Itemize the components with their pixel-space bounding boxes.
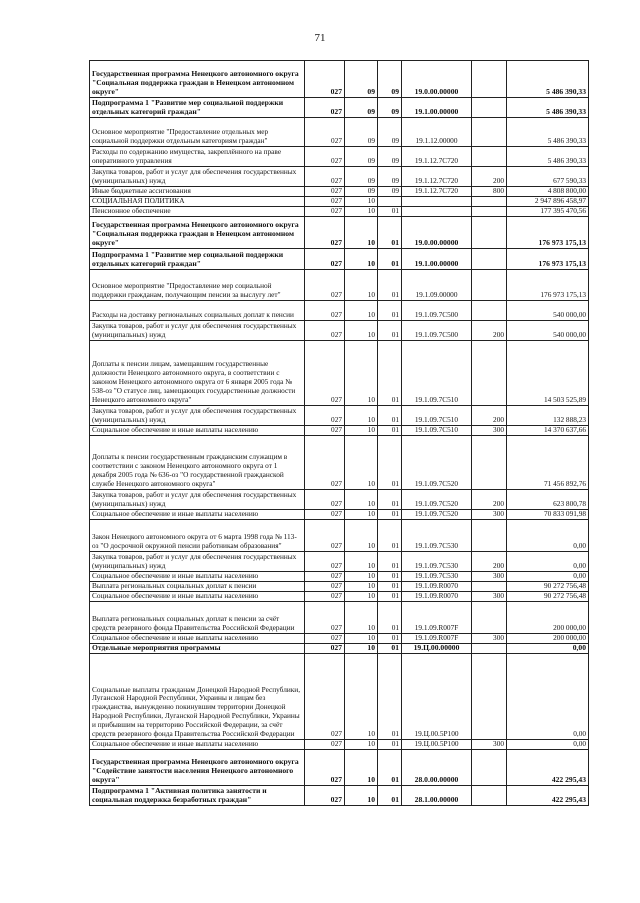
table-row (90, 552, 589, 572)
expense-type-cell: 300 (472, 740, 507, 750)
expense-type-cell: 200 (472, 167, 507, 187)
subsection-cell: 01 (378, 341, 402, 406)
amount-cell: 0,00 (507, 654, 589, 740)
subsection-cell: 01 (378, 592, 402, 602)
row-name-cell: Основное мероприятие "Предоставление отдельных мер социальной поддержки отдельным категориям граждан" (90, 118, 305, 147)
section-cell: 10 (345, 270, 378, 301)
target-article-cell: 19.1.12.7С720 (402, 167, 472, 187)
table-row (90, 634, 589, 644)
table-row (90, 436, 589, 490)
section-cell: 10 (345, 436, 378, 490)
table-row (90, 147, 589, 167)
ministry-code-cell: 027 (305, 592, 345, 602)
table-row (90, 426, 589, 436)
expense-type-cell (472, 98, 507, 118)
subsection-cell: 01 (378, 301, 402, 321)
target-article-cell: 19.1.09.7С520 (402, 490, 472, 510)
section-cell: 10 (345, 217, 378, 249)
subsection-cell: 01 (378, 582, 402, 592)
expense-type-cell (472, 217, 507, 249)
target-article-cell: 19.1.09.7С510 (402, 406, 472, 426)
row-name-cell: Социальное обеспечение и иные выплаты населению (90, 510, 305, 520)
expense-type-cell (472, 644, 507, 654)
target-article-cell: 19.1.12.7С720 (402, 187, 472, 197)
expense-type-cell: 300 (472, 510, 507, 520)
target-article-cell: 19.0.00.00000 (402, 61, 472, 98)
section-cell: 10 (345, 634, 378, 644)
subsection-cell: 01 (378, 520, 402, 552)
target-article-cell: 19.Ц.00.5Р100 (402, 654, 472, 740)
subsection-cell: 01 (378, 740, 402, 750)
ministry-code-cell: 027 (305, 321, 345, 341)
ministry-code-cell: 027 (305, 582, 345, 592)
subsection-cell: 09 (378, 167, 402, 187)
table-row (90, 582, 589, 592)
row-name-cell: Закупка товаров, работ и услуг для обеспечения государственных (муниципальных) нужд (90, 490, 305, 510)
section-cell: 09 (345, 98, 378, 118)
subsection-cell: 01 (378, 786, 402, 806)
target-article-cell: 19.Ц.00.5Р100 (402, 740, 472, 750)
ministry-code-cell: 027 (305, 187, 345, 197)
section-cell: 10 (345, 582, 378, 592)
table-row (90, 602, 589, 634)
section-cell: 10 (345, 786, 378, 806)
ministry-code-cell: 027 (305, 426, 345, 436)
table-row (90, 98, 589, 118)
subsection-cell: 01 (378, 572, 402, 582)
ministry-code-cell: 027 (305, 644, 345, 654)
table-row (90, 740, 589, 750)
section-cell: 09 (345, 147, 378, 167)
target-article-cell: 19.1.09.R0070 (402, 582, 472, 592)
amount-cell: 422 295,43 (507, 750, 589, 786)
row-name-cell: Пенсионное обеспечение (90, 207, 305, 217)
table-row (90, 510, 589, 520)
amount-cell: 540 000,00 (507, 321, 589, 341)
ministry-code-cell: 027 (305, 207, 345, 217)
target-article-cell: 19.1.09.7С520 (402, 436, 472, 490)
expense-type-cell: 300 (472, 634, 507, 644)
section-cell: 10 (345, 341, 378, 406)
ministry-code-cell: 027 (305, 602, 345, 634)
target-article-cell: 19.Ц.00.00000 (402, 644, 472, 654)
amount-cell: 5 486 390,33 (507, 61, 589, 98)
target-article-cell: 19.1.09.7С510 (402, 426, 472, 436)
expense-type-cell (472, 147, 507, 167)
row-name-cell: Закупка товаров, работ и услуг для обеспечения государственных (муниципальных) нужд (90, 167, 305, 187)
amount-cell: 176 973 175,13 (507, 270, 589, 301)
table-row (90, 406, 589, 426)
section-cell: 10 (345, 520, 378, 552)
row-name-cell: Социальное обеспечение и иные выплаты населению (90, 572, 305, 582)
table-row (90, 187, 589, 197)
table-row (90, 341, 589, 406)
ministry-code-cell: 027 (305, 118, 345, 147)
subsection-cell (378, 197, 402, 207)
target-article-cell: 19.1.09.7С520 (402, 510, 472, 520)
section-cell: 10 (345, 740, 378, 750)
section-cell: 10 (345, 249, 378, 270)
amount-cell: 422 295,43 (507, 786, 589, 806)
subsection-cell: 09 (378, 61, 402, 98)
subsection-cell: 01 (378, 644, 402, 654)
row-name-cell: Иные бюджетные ассигнования (90, 187, 305, 197)
expense-type-cell: 300 (472, 592, 507, 602)
target-article-cell: 19.0.00.00000 (402, 217, 472, 249)
amount-cell: 0,00 (507, 644, 589, 654)
row-name-cell: Социальное обеспечение и иные выплаты населению (90, 426, 305, 436)
subsection-cell: 01 (378, 552, 402, 572)
subsection-cell: 01 (378, 634, 402, 644)
table-row (90, 654, 589, 740)
ministry-code-cell: 027 (305, 406, 345, 426)
ministry-code-cell: 027 (305, 572, 345, 582)
section-cell: 09 (345, 61, 378, 98)
amount-cell: 0,00 (507, 520, 589, 552)
ministry-code-cell: 027 (305, 197, 345, 207)
target-article-cell: 19.1.09.R007F (402, 634, 472, 644)
section-cell: 09 (345, 167, 378, 187)
target-article-cell: 28.0.00.00000 (402, 750, 472, 786)
ministry-code-cell: 027 (305, 61, 345, 98)
row-name-cell: Социальное обеспечение и иные выплаты населению (90, 634, 305, 644)
target-article-cell: 28.1.00.00000 (402, 786, 472, 806)
table-row (90, 592, 589, 602)
target-article-cell: 19.1.09.7С530 (402, 572, 472, 582)
row-name-cell: Закон Ненецкого автономного округа от 6 марта 1998 года № 113-оз "О досрочной окружной пенсии работникам образования" (90, 520, 305, 552)
target-article-cell: 19.1.09.R0070 (402, 592, 472, 602)
subsection-cell: 01 (378, 207, 402, 217)
target-article-cell: 19.1.09.00000 (402, 270, 472, 301)
section-cell: 10 (345, 592, 378, 602)
subsection-cell: 01 (378, 406, 402, 426)
table-row (90, 750, 589, 786)
amount-cell: 2 947 896 458,97 (507, 197, 589, 207)
expense-type-cell (472, 61, 507, 98)
amount-cell: 177 395 470,56 (507, 207, 589, 217)
amount-cell: 0,00 (507, 740, 589, 750)
ministry-code-cell: 027 (305, 270, 345, 301)
target-article-cell: 19.1.12.00000 (402, 118, 472, 147)
row-name-cell: Государственная программа Ненецкого автономного округа "Социальная поддержка граждан в Ненецком автономном округе" (90, 217, 305, 249)
target-article-cell: 19.1.09.R007F (402, 602, 472, 634)
row-name-cell: Государственная программа Ненецкого автономного округа "Социальная поддержка граждан в Ненецком автономном округе" (90, 61, 305, 98)
section-cell: 09 (345, 118, 378, 147)
expense-type-cell (472, 249, 507, 270)
table-row (90, 61, 589, 98)
subsection-cell: 01 (378, 654, 402, 740)
ministry-code-cell: 027 (305, 750, 345, 786)
section-cell: 10 (345, 426, 378, 436)
subsection-cell: 01 (378, 750, 402, 786)
expense-type-cell (472, 270, 507, 301)
expense-type-cell: 300 (472, 426, 507, 436)
amount-cell: 90 272 756,48 (507, 592, 589, 602)
expense-type-cell (472, 118, 507, 147)
target-article-cell: 19.1.12.7С720 (402, 147, 472, 167)
expense-type-cell (472, 750, 507, 786)
target-article-cell: 19.1.09.7С530 (402, 552, 472, 572)
amount-cell: 70 833 091,98 (507, 510, 589, 520)
ministry-code-cell: 027 (305, 490, 345, 510)
section-cell: 10 (345, 750, 378, 786)
target-article-cell (402, 207, 472, 217)
table-row (90, 786, 589, 806)
target-article-cell (402, 197, 472, 207)
ministry-code-cell: 027 (305, 217, 345, 249)
amount-cell: 176 973 175,13 (507, 249, 589, 270)
section-cell: 10 (345, 552, 378, 572)
section-cell: 10 (345, 602, 378, 634)
subsection-cell: 01 (378, 510, 402, 520)
target-article-cell: 19.1.09.7С510 (402, 341, 472, 406)
expense-type-cell (472, 654, 507, 740)
amount-cell: 200 000,00 (507, 602, 589, 634)
row-name-cell: Социальное обеспечение и иные выплаты населению (90, 592, 305, 602)
subsection-cell: 01 (378, 602, 402, 634)
row-name-cell: Подпрограмма 1 "Развитие мер социальной поддержки отдельных категорий граждан" (90, 249, 305, 270)
row-name-cell: Отдельные мероприятия программы (90, 644, 305, 654)
row-name-cell: Социальные выплаты гражданам Донецкой Народной Республики, Луганской Народной Республики, Украины и лицам без гражданства, вынужденно покинувшим территории Донецкой Народной Республики, Луганской Народной Республики, Украины и прибывшим на территорию Российской Федерации, за счёт средств резервного фонда Правительства Российской Федерации (90, 654, 305, 740)
table-row (90, 270, 589, 301)
ministry-code-cell: 027 (305, 740, 345, 750)
table-row (90, 207, 589, 217)
amount-cell: 677 590,33 (507, 167, 589, 187)
target-article-cell: 19.1.09.7С530 (402, 520, 472, 552)
row-name-cell: Доплаты к пенсии государственным гражданским служащим в соответствии с законом Ненецкого автономного округа от 1 декабря 2005 года № 636-оз "О государственной гражданской службе Ненецкого автономного округа" (90, 436, 305, 490)
amount-cell: 90 272 756,48 (507, 582, 589, 592)
amount-cell: 623 800,78 (507, 490, 589, 510)
expense-type-cell: 200 (472, 321, 507, 341)
section-cell: 10 (345, 207, 378, 217)
expense-type-cell: 200 (472, 406, 507, 426)
target-article-cell: 19.1.09.7С500 (402, 321, 472, 341)
amount-cell: 200 000,00 (507, 634, 589, 644)
expense-type-cell (472, 197, 507, 207)
amount-cell: 5 486 390,33 (507, 98, 589, 118)
expense-type-cell (472, 520, 507, 552)
ministry-code-cell: 027 (305, 654, 345, 740)
section-cell: 10 (345, 406, 378, 426)
amount-cell: 71 456 892,76 (507, 436, 589, 490)
table-row (90, 249, 589, 270)
ministry-code-cell: 027 (305, 786, 345, 806)
row-name-cell: Основное мероприятие "Предоставление мер социальной поддержки гражданам, получающим пенсии за выслугу лет" (90, 270, 305, 301)
subsection-cell: 09 (378, 147, 402, 167)
table-row (90, 490, 589, 510)
amount-cell: 540 000,00 (507, 301, 589, 321)
ministry-code-cell: 027 (305, 510, 345, 520)
row-name-cell: СОЦИАЛЬНАЯ ПОЛИТИКА (90, 197, 305, 207)
row-name-cell: Расходы по содержанию имущества, закреплённого на праве оперативного управления (90, 147, 305, 167)
expense-type-cell: 200 (472, 490, 507, 510)
table-row (90, 167, 589, 187)
section-cell: 09 (345, 187, 378, 197)
expense-type-cell: 200 (472, 552, 507, 572)
table-row (90, 572, 589, 582)
subsection-cell: 09 (378, 98, 402, 118)
amount-cell: 14 370 637,66 (507, 426, 589, 436)
amount-cell: 5 486 390,33 (507, 118, 589, 147)
ministry-code-cell: 027 (305, 167, 345, 187)
row-name-cell: Доплаты к пенсии лицам, замещавшим государственные должности Ненецкого автономного округа, в соответствии с законом Ненецкого автономного округа от 6 января 2005 года № 538-оз "О статусе лиц, замещающих государственные должности Ненецкого автономного округа" (90, 341, 305, 406)
table-row (90, 644, 589, 654)
expense-type-cell (472, 436, 507, 490)
table-row (90, 321, 589, 341)
target-article-cell: 19.1.09.7С500 (402, 301, 472, 321)
ministry-code-cell: 027 (305, 520, 345, 552)
ministry-code-cell: 027 (305, 301, 345, 321)
section-cell: 10 (345, 197, 378, 207)
ministry-code-cell: 027 (305, 147, 345, 167)
row-name-cell: Выплата региональных социальных доплат к пенсии за счёт средств резервного фонда Правительства Российской Федерации (90, 602, 305, 634)
target-article-cell: 19.1.00.00000 (402, 249, 472, 270)
row-name-cell: Социальное обеспечение и иные выплаты населению (90, 740, 305, 750)
subsection-cell: 01 (378, 217, 402, 249)
section-cell: 10 (345, 490, 378, 510)
table-row (90, 520, 589, 552)
subsection-cell: 09 (378, 187, 402, 197)
expense-type-cell (472, 341, 507, 406)
section-cell: 10 (345, 644, 378, 654)
amount-cell: 0,00 (507, 552, 589, 572)
table-row (90, 217, 589, 249)
subsection-cell: 09 (378, 118, 402, 147)
subsection-cell: 01 (378, 426, 402, 436)
amount-cell: 4 808 800,00 (507, 187, 589, 197)
expense-type-cell (472, 602, 507, 634)
expense-type-cell (472, 301, 507, 321)
subsection-cell: 01 (378, 270, 402, 301)
ministry-code-cell: 027 (305, 552, 345, 572)
ministry-code-cell: 027 (305, 98, 345, 118)
row-name-cell: Расходы на доставку региональных социальных доплат к пенсии (90, 301, 305, 321)
section-cell: 10 (345, 301, 378, 321)
expense-type-cell: 300 (472, 572, 507, 582)
expense-type-cell (472, 582, 507, 592)
row-name-cell: Выплата региональных социальных доплат к пенсии (90, 582, 305, 592)
subsection-cell: 01 (378, 436, 402, 490)
amount-cell: 0,00 (507, 572, 589, 582)
section-cell: 10 (345, 572, 378, 582)
section-cell: 10 (345, 321, 378, 341)
amount-cell: 14 503 525,89 (507, 341, 589, 406)
amount-cell: 176 973 175,13 (507, 217, 589, 249)
row-name-cell: Подпрограмма 1 "Активная политика занятости и социальная поддержка безработных граждан" (90, 786, 305, 806)
subsection-cell: 01 (378, 249, 402, 270)
expense-type-cell (472, 786, 507, 806)
subsection-cell: 01 (378, 321, 402, 341)
ministry-code-cell: 027 (305, 634, 345, 644)
table-row (90, 118, 589, 147)
expense-type-cell: 800 (472, 187, 507, 197)
page-number: 71 (314, 32, 326, 44)
row-name-cell: Закупка товаров, работ и услуг для обеспечения государственных (муниципальных) нужд (90, 406, 305, 426)
amount-cell: 5 486 390,33 (507, 147, 589, 167)
expense-type-cell (472, 207, 507, 217)
ministry-code-cell: 027 (305, 249, 345, 270)
row-name-cell: Подпрограмма 1 "Развитие мер социальной поддержки отдельных категорий граждан" (90, 98, 305, 118)
ministry-code-cell: 027 (305, 436, 345, 490)
amount-cell: 132 888,23 (507, 406, 589, 426)
row-name-cell: Закупка товаров, работ и услуг для обеспечения государственных (муниципальных) нужд (90, 321, 305, 341)
ministry-code-cell: 027 (305, 341, 345, 406)
section-cell: 10 (345, 654, 378, 740)
budget-table (89, 60, 589, 806)
row-name-cell: Государственная программа Ненецкого автономного округа "Содействие занятости населения Ненецкого автономного округа" (90, 750, 305, 786)
section-cell: 10 (345, 510, 378, 520)
budget-table-body (90, 61, 589, 806)
table-row (90, 301, 589, 321)
row-name-cell: Закупка товаров, работ и услуг для обеспечения государственных (муниципальных) нужд (90, 552, 305, 572)
subsection-cell: 01 (378, 490, 402, 510)
table-row (90, 197, 589, 207)
target-article-cell: 19.1.00.00000 (402, 98, 472, 118)
